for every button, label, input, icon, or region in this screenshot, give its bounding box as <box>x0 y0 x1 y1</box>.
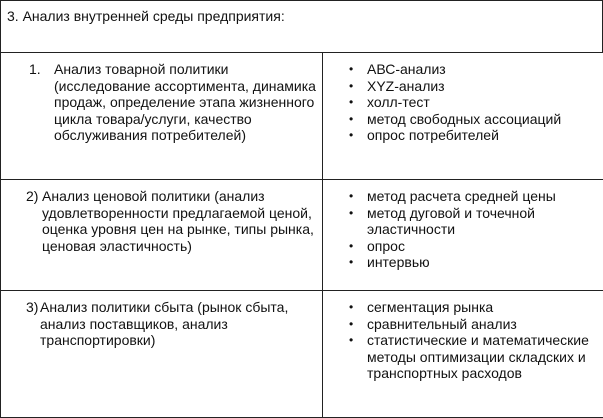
bullet-icon: • <box>349 254 353 271</box>
methods-cell <box>323 180 603 291</box>
section-heading: 3. Анализ внутренней среды предприятия: <box>0 0 603 53</box>
list-item: • опрос потребителей <box>349 127 597 144</box>
list-item: • XYZ-анализ <box>349 78 597 95</box>
policy-cell <box>1 291 323 418</box>
policy-text: Анализ товарной политики (исследование ассортимента, динамика продаж, определение этапа жизненного цикла товара/услуги, качество обслуживания потребителей) <box>54 61 316 144</box>
bullet-icon: • <box>349 205 353 222</box>
bullet-icon: • <box>349 188 353 205</box>
row-number: 3) <box>7 299 40 349</box>
list-item: • метод расчета средней цены <box>349 188 597 205</box>
methods-list <box>329 61 597 144</box>
methods-list <box>329 188 597 271</box>
list-item: • холл-тест <box>349 94 597 111</box>
methods-cell <box>323 53 603 180</box>
row-number: 2) <box>7 188 42 254</box>
row-number: 1. <box>7 61 54 144</box>
bullet-icon: • <box>349 127 353 144</box>
bullet-icon: • <box>349 78 353 95</box>
list-item: • опрос <box>349 238 597 255</box>
table-row <box>1 291 603 418</box>
list-item: • АВС-анализ <box>349 61 597 78</box>
policy-text: Анализ ценовой политики (анализ удовлетворенности предлагаемой ценой, оценка уровня цен на рынке, типы рынка, ценовая эластичность) <box>42 188 316 254</box>
bullet-icon: • <box>349 94 353 111</box>
bullet-icon: • <box>349 299 353 316</box>
policy-cell <box>1 180 323 291</box>
list-item: • метод дуговой и точечной эластичности <box>349 205 597 238</box>
policy-cell <box>1 53 323 180</box>
list-item: • метод свободных ассоциаций <box>349 111 597 128</box>
list-item: • сегментация рынка <box>349 299 597 316</box>
table-row <box>1 53 603 180</box>
methods-list <box>329 299 597 382</box>
table-row <box>1 180 603 291</box>
bullet-icon: • <box>349 238 353 255</box>
list-item: • статистические и математические методы оптимизации складских и транспортных расходов <box>349 332 597 382</box>
bullet-icon: • <box>349 332 353 349</box>
analysis-table <box>0 52 603 418</box>
list-item: • интервью <box>349 254 597 271</box>
bullet-icon: • <box>349 316 353 333</box>
bullet-icon: • <box>349 61 353 78</box>
policy-text: Анализ политики сбыта (рынок сбыта, анализ поставщиков, анализ транспортировки) <box>40 299 316 349</box>
list-item: • сравнительный анализ <box>349 316 597 333</box>
bullet-icon: • <box>349 111 353 128</box>
methods-cell <box>323 291 603 418</box>
